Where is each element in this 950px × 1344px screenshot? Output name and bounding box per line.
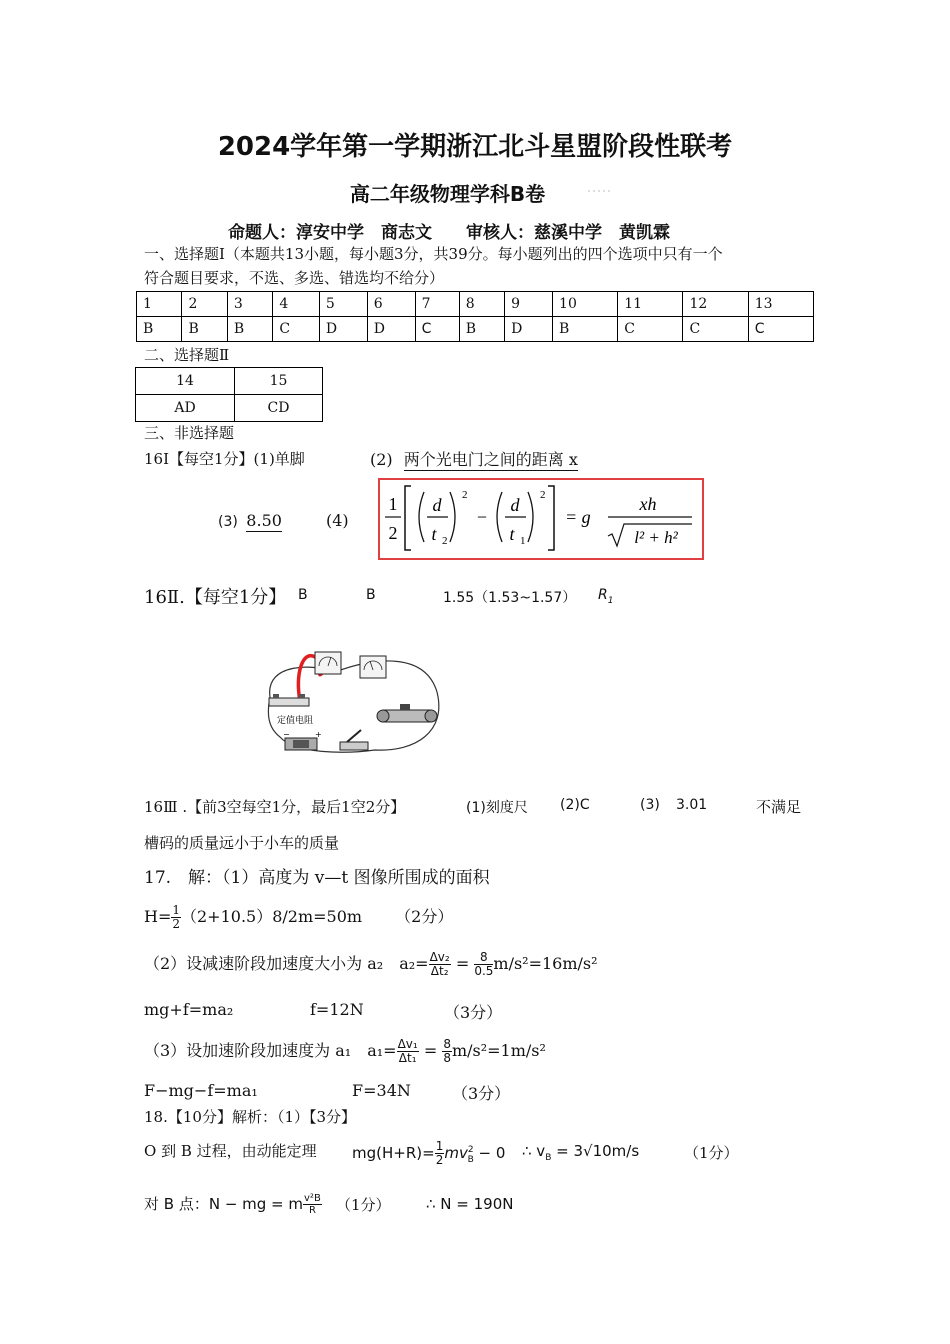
formula-d1: d	[432, 495, 442, 515]
table-cell: B	[553, 317, 618, 342]
q17-line4-eq: =	[423, 1041, 438, 1060]
q17-line2-frac	[429, 951, 451, 978]
circuit-minus-sign: −	[283, 730, 290, 739]
table-cell: C	[273, 317, 320, 342]
table-cell: 1	[137, 292, 182, 317]
q17-line4-frac	[397, 1038, 419, 1065]
formula-half-num: 1	[388, 494, 398, 514]
frac-num: Δv₁	[397, 1037, 418, 1051]
frac-den: 2	[172, 917, 180, 931]
table-cell: 10	[553, 292, 618, 317]
q17-line5-score: （3分）	[452, 1084, 511, 1103]
formula-sq2: 2	[540, 489, 546, 501]
table-cell: D	[367, 317, 415, 342]
q17-line2-rest: m/s²=16m/s²	[493, 954, 598, 973]
q17-line1-score: （2分）	[395, 907, 454, 926]
q17-line3-left: mg+f=ma₂	[144, 1000, 234, 1019]
q17-line3-score: （3分）	[444, 1003, 503, 1022]
formula-t2-sub: 2	[442, 535, 448, 547]
formula-d2: d	[510, 495, 520, 515]
q16-2-answer-4	[598, 587, 613, 606]
q18-line1-eq-tail: − 0	[473, 1144, 506, 1162]
q16-3-label: 16Ⅲ .【前3空每空1分，最后1空2分】	[144, 798, 406, 816]
q17-line4-rest: m/s²=1m/s²	[451, 1041, 546, 1060]
q16-2-answer-1: B	[298, 587, 308, 603]
section1-heading-line2: 符合题目要求，不选、多选、错选均不给分）	[144, 269, 445, 287]
frac-num: Δv₂	[429, 950, 450, 964]
q18-line1-sub: B	[467, 1155, 474, 1165]
q16-1-item2-answer: 两个光电门之间的距离 x	[403, 450, 578, 469]
circuit-label-fixed-resistor: 定值电阻	[277, 716, 314, 726]
q16-1-item4-prefix: (4)	[326, 511, 349, 530]
q16-3-answer-3-prefix: (3)	[640, 797, 660, 813]
q18-line1-result-rest: = 3√10m/s	[551, 1142, 640, 1160]
page-subtitle: 高二年级物理学科B卷	[349, 182, 546, 206]
table-cell: 15	[235, 368, 323, 395]
q16-3-answer-2: (2)C	[560, 797, 590, 813]
frac-den: 8	[443, 1051, 451, 1065]
q17-line1-rest: （2+10.5）8/2m=50m	[181, 907, 363, 926]
table-cell: C	[415, 317, 459, 342]
q18-line1-result-sub: B	[545, 1153, 552, 1163]
q16-3-answer-4-line1: 不满足	[756, 798, 802, 816]
table-cell: D	[319, 317, 367, 342]
frac-num: 8	[474, 951, 493, 965]
q18-line1-result	[522, 1142, 639, 1163]
q16-2-label: 16Ⅱ.【每空1分】	[144, 587, 287, 608]
table-cell: 13	[748, 292, 813, 317]
table-cell: 3	[227, 292, 272, 317]
circuit-diagram	[255, 642, 445, 762]
fixed-resistor-icon	[269, 694, 309, 706]
formula-t1-sub: 1	[520, 535, 526, 547]
rheostat-icon	[377, 704, 437, 722]
q17-line1-frac	[171, 904, 181, 931]
table-cell: B	[137, 317, 182, 342]
q18-line1-eq	[352, 1140, 505, 1167]
q17-line2-eq: =	[455, 954, 470, 973]
section2-answer-table	[135, 367, 323, 422]
frac-den: 0.5	[474, 964, 494, 978]
q18-line1-mv: mv	[444, 1144, 468, 1162]
q16-3-answer-3: 3.01	[676, 797, 708, 813]
table-cell: D	[505, 317, 553, 342]
q18-line1-frac	[435, 1140, 445, 1167]
table-cell: B	[459, 317, 504, 342]
formula-box	[378, 478, 704, 560]
table-cell: B	[227, 317, 272, 342]
q16-1-item2	[370, 447, 578, 470]
frac-num: 1	[435, 1139, 444, 1153]
q16-1-item2-prefix: (2)	[370, 450, 393, 469]
formula-t1: t	[509, 524, 515, 544]
q16-1-item3-answer: 8.50	[246, 511, 282, 530]
switch-icon	[340, 730, 368, 750]
section3-heading: 三、非选择题	[144, 424, 235, 442]
q18-line1	[144, 1140, 317, 1161]
q18-line2	[144, 1193, 322, 1216]
table-cell: 8	[459, 292, 504, 317]
table-cell: 7	[415, 292, 459, 317]
q17-line2	[144, 951, 598, 978]
table-row-answers	[136, 395, 323, 422]
table-cell: C	[748, 317, 813, 342]
page-title: 2024学年第一学期浙江北斗星盟阶段性联考	[217, 132, 733, 162]
q17-line2-frac2	[474, 951, 493, 978]
formula-eq: = g	[565, 507, 591, 527]
ammeter-icon	[315, 652, 341, 674]
q17-line5-left: F−mg−f=ma₁	[144, 1081, 258, 1100]
q17-intro: 17. 解：（1）高度为 v—t 图像所围成的面积	[144, 868, 490, 888]
frac-den: Δt₂	[430, 964, 449, 978]
table-cell: 5	[319, 292, 367, 317]
q16-2-answer-3: 1.55（1.53~1.57）	[443, 590, 577, 606]
voltmeter-icon	[360, 656, 386, 678]
table-cell: 4	[273, 292, 320, 317]
q16-1-label: 16Ⅰ【每空1分】(1)单脚	[144, 450, 305, 468]
q18-line1-eq-prefix: mg(H+R)=	[352, 1144, 435, 1162]
q16-1-item3-prefix: (3)	[218, 514, 238, 530]
formula-rhs-den: l² + h²	[634, 528, 678, 547]
table-row-numbers	[136, 368, 323, 395]
q17-line3-mid: f=12N	[310, 1000, 364, 1019]
q18-line2-score: （1分）	[336, 1196, 391, 1214]
q18-line1-result-prefix: ∴ v	[522, 1142, 546, 1160]
q16-2-answer-4-sub: 1	[607, 595, 614, 606]
formula-rhs-num: xh	[639, 494, 657, 514]
circuit-plus-sign: +	[315, 730, 322, 739]
formula-sq1: 2	[462, 489, 468, 501]
q18-line2-left: 对 B 点：N − mg = m	[144, 1195, 304, 1213]
q17-line4	[144, 1038, 546, 1065]
authors-line: 命题人：淳安中学 商志文 审核人：慈溪中学 黄凯霖	[228, 223, 670, 243]
battery-icon	[285, 738, 317, 750]
table-row-answers	[137, 317, 814, 342]
q18-line1-sup: 2	[467, 1145, 474, 1155]
q17-line4-prefix: （3）设加速阶段加速度为 a₁ a₁=	[144, 1041, 397, 1060]
table-cell: B	[182, 317, 227, 342]
table-cell: CD	[235, 395, 323, 422]
q18-heading: 18.【10分】解析：（1）【3分】	[144, 1108, 357, 1126]
table-cell: 9	[505, 292, 553, 317]
table-cell: 2	[182, 292, 227, 317]
formula-t2: t	[431, 524, 437, 544]
table-cell: C	[683, 317, 748, 342]
q17-line2-prefix: （2）设减速阶段加速度大小为 a₂ a₂=	[144, 954, 429, 973]
q18-line1-left: O 到 B 过程，由动能定理	[144, 1142, 317, 1160]
q17-line4-frac2	[442, 1038, 452, 1065]
formula-svg	[380, 480, 702, 558]
formula-half-den: 2	[388, 523, 398, 543]
table-cell: 6	[367, 292, 415, 317]
frac-num: 8	[443, 1037, 451, 1051]
section1-answer-table	[136, 291, 814, 342]
scan-mark	[588, 190, 610, 192]
table-cell: AD	[136, 395, 235, 422]
frac-num: v²B	[304, 1193, 321, 1204]
q17-line1	[144, 904, 453, 931]
q16-1-item3	[218, 511, 282, 530]
section1-heading-line1: 一、选择题Ⅰ（本题共13小题，每小题3分，共39分。每小题列出的四个选项中只有一个	[144, 245, 723, 263]
q18-line2-result: ∴ N = 190N	[426, 1195, 514, 1213]
table-cell: 11	[618, 292, 683, 317]
formula-minus: −	[476, 507, 488, 527]
frac-den: 2	[435, 1153, 444, 1167]
q17-line5-mid: F=34N	[352, 1081, 411, 1100]
section2-heading: 二、选择题Ⅱ	[144, 346, 230, 364]
frac-den: R	[308, 1205, 316, 1216]
q17-line1-prefix: H=	[144, 907, 172, 926]
table-cell: 12	[683, 292, 748, 317]
q16-3-answer-1: (1)刻度尺	[466, 800, 528, 816]
q16-2-answer-4-main: R	[598, 587, 608, 603]
frac-num: 1	[172, 903, 180, 917]
q18-line1-score: （1分）	[684, 1144, 739, 1162]
table-cell: C	[618, 317, 683, 342]
q16-3-answer-4-line2: 槽码的质量远小于小车的质量	[144, 834, 340, 852]
table-cell: 14	[136, 368, 235, 395]
q18-line2-frac	[303, 1193, 322, 1216]
q16-2-answer-2: B	[366, 587, 376, 603]
frac-den: Δt₁	[398, 1051, 417, 1065]
table-row-numbers	[137, 292, 814, 317]
